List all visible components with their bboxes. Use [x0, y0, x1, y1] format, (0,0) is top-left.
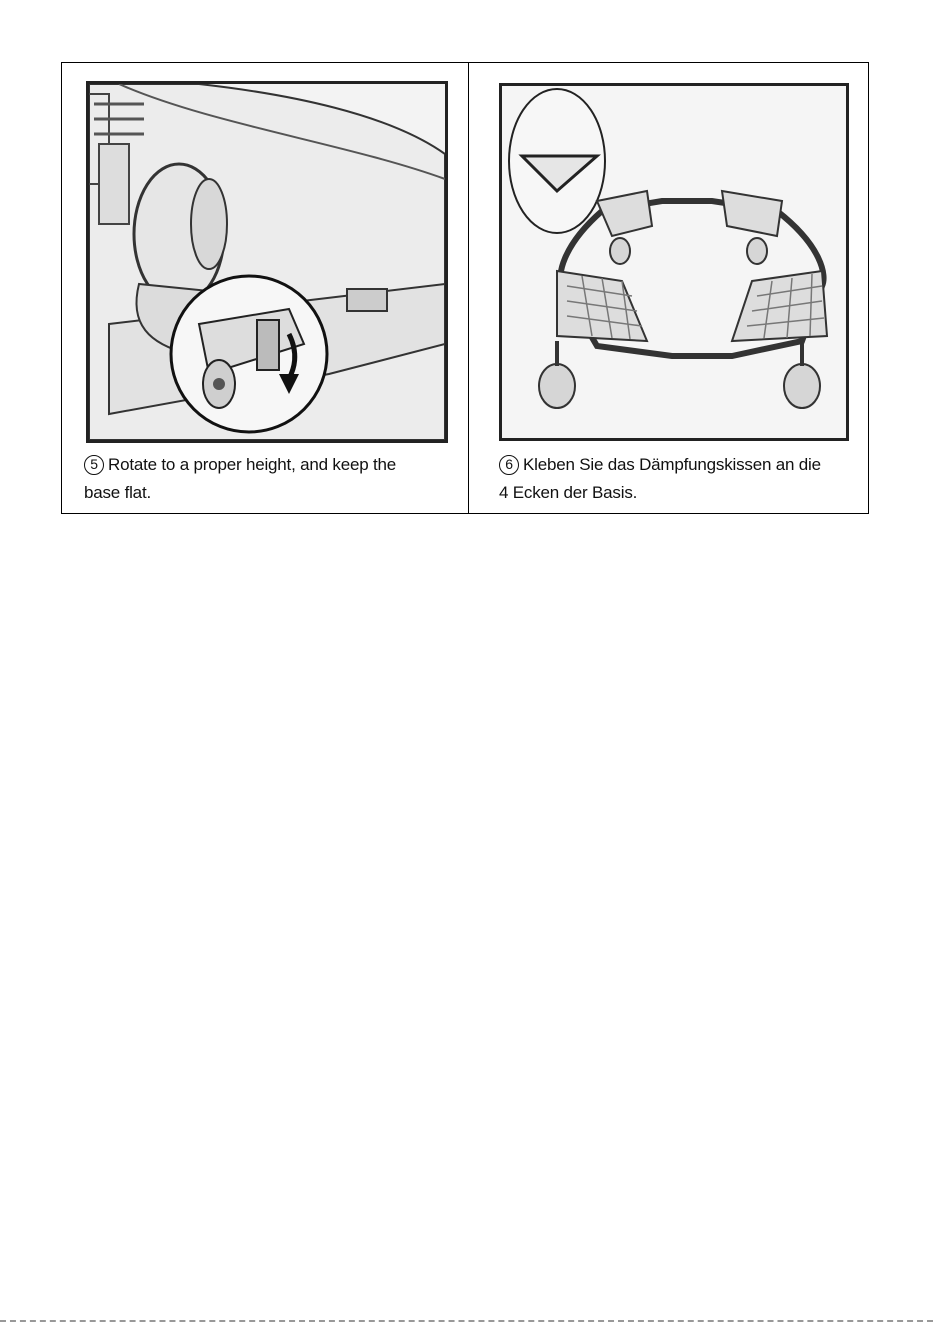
step-5-number-badge: 5 [84, 455, 104, 475]
step-6-number-badge: 6 [499, 455, 519, 475]
step-5-text-line2: base flat. [84, 483, 151, 502]
step-6-caption [499, 451, 879, 507]
step-5-cell [62, 63, 469, 513]
step-6-cell [469, 63, 868, 513]
step-5-caption [84, 451, 464, 507]
instruction-table [61, 62, 869, 514]
page-bottom-rule [0, 1320, 933, 1322]
step-6-illustration [499, 83, 849, 441]
step-6-text-line1: Kleben Sie das Dämpfungskissen an die [523, 455, 821, 474]
step-6-text-line2: 4 Ecken der Basis. [499, 483, 638, 502]
step-5-text-line1: Rotate to a proper height, and keep the [108, 455, 397, 474]
step-5-illustration [86, 81, 448, 443]
